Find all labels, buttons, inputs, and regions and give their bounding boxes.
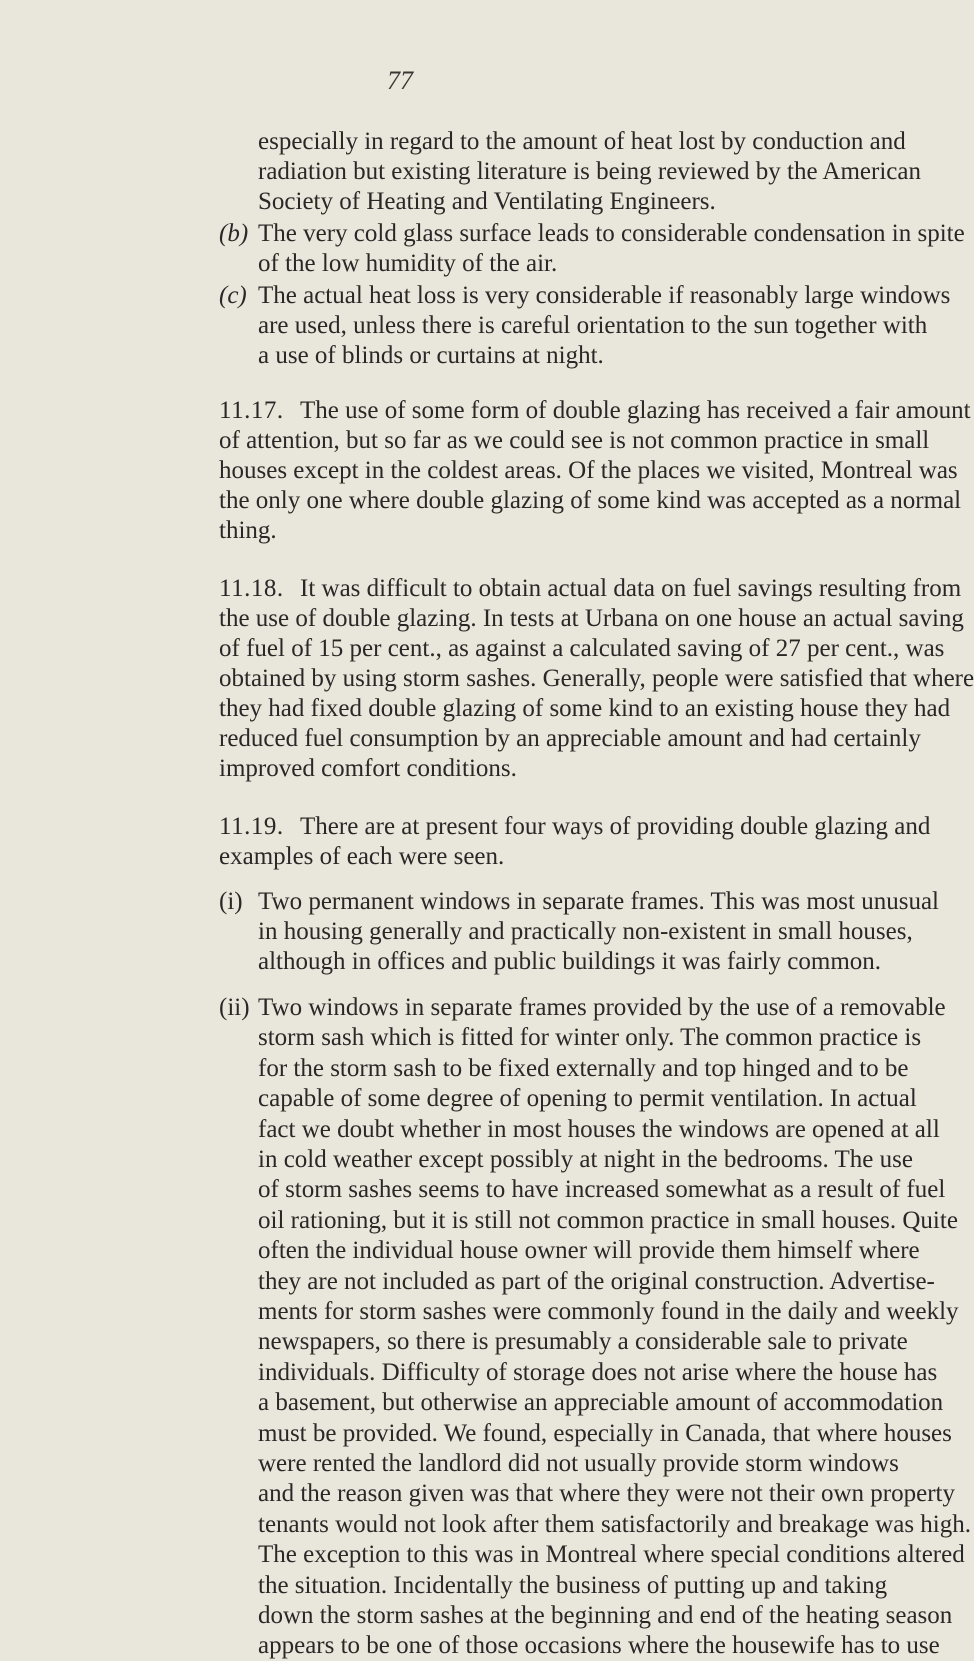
text-line: The use of some form of double glazing has received a fair amount [300, 397, 971, 424]
text-line: and the reason given was that where they were not their own property [258, 1480, 955, 1507]
text-line: Two permanent windows in separate frames. This was most unusual [258, 888, 939, 915]
text-line: of fuel of 15 per cent., as against a calculated saving of 27 per cent., was [219, 635, 945, 662]
text-line: reduced fuel consumption by an appreciable amount and had certainly [219, 725, 921, 752]
text-line: The actual heat loss is very considerable if reasonably large windows [258, 282, 951, 309]
text-line: the only one where double glazing of some kind was accepted as a normal [219, 487, 962, 514]
page-number: 77 [387, 66, 413, 95]
text-line: The exception to this was in Montreal where special conditions altered [258, 1541, 965, 1568]
list-marker: (ii) [219, 994, 250, 1021]
paragraph-number: 11.18. [219, 575, 284, 602]
text-line: houses except in the coldest areas. Of the places we visited, Montreal was [219, 457, 958, 484]
text-line: newspapers, so there is presumably a considerable sale to private [258, 1328, 908, 1355]
paragraph-number: 11.19. [219, 813, 284, 840]
text-line: they had fixed double glazing of some kind to an existing house they had [219, 695, 951, 722]
text-line: for the storm sash to be fixed externally and top hinged and to be [258, 1055, 909, 1082]
text-line: The very cold glass surface leads to considerable condensation in spite [258, 220, 965, 247]
text-line: in housing generally and practically non-existent in small houses, [258, 918, 913, 945]
text-line: especially in regard to the amount of heat lost by conduction and [258, 128, 906, 155]
text-line: obtained by using storm sashes. Generally, people were satisfied that where [219, 665, 974, 692]
text-line: were rented the landlord did not usually provide storm windows [258, 1450, 899, 1477]
text-line: although in offices and public buildings it was fairly common. [258, 948, 882, 975]
text-line: appears to be one of those occasions where the housewife has to use [258, 1632, 940, 1659]
text-line: of the low humidity of the air. [258, 250, 558, 277]
text-line: examples of each were seen. [219, 843, 505, 870]
text-line: Two windows in separate frames provided by the use of a removable [258, 994, 946, 1021]
text-line: ments for storm sashes were commonly found in the daily and weekly [258, 1298, 959, 1325]
text-line: It was difficult to obtain actual data on fuel savings resulting from [300, 575, 962, 602]
text-line: Society of Heating and Ventilating Engineers. [258, 188, 716, 215]
text-line: thing. [219, 517, 277, 544]
text-line: storm sash which is fitted for winter only. The common practice is [258, 1024, 922, 1051]
text-line: often the individual house owner will provide them himself where [258, 1237, 920, 1264]
text-line: improved comfort conditions. [219, 755, 517, 782]
text-line: down the storm sashes at the beginning and end of the heating season [258, 1602, 953, 1629]
text-line: of storm sashes seems to have increased somewhat as a result of fuel [258, 1176, 946, 1203]
list-marker: (i) [219, 888, 243, 915]
text-line: a basement, but otherwise an appreciable amount of accommodation [258, 1389, 944, 1416]
text-line: are used, unless there is careful orientation to the sun together with [258, 312, 928, 339]
text-line: fact we doubt whether in most houses the windows are opened at all [258, 1116, 940, 1143]
text-line: of attention, but so far as we could see is not common practice in small [219, 427, 930, 454]
list-marker: (b) [219, 220, 249, 247]
text-line: There are at present four ways of providing double glazing and [300, 813, 931, 840]
text-line: radiation but existing literature is being reviewed by the American [258, 158, 921, 185]
text-line: the use of double glazing. In tests at Urbana on one house an actual saving [219, 605, 964, 632]
text-line: capable of some degree of opening to permit ventilation. In actual [258, 1085, 917, 1112]
list-marker: (c) [219, 282, 247, 309]
text-line: individuals. Difficulty of storage does not arise where the house has [258, 1359, 938, 1386]
paragraph-number: 11.17. [219, 397, 284, 424]
text-line: tenants would not look after them satisfactorily and breakage was high. [258, 1511, 971, 1538]
text-line: must be provided. We found, especially in Canada, that where houses [258, 1420, 952, 1447]
text-line: in cold weather except possibly at night in the bedrooms. The use [258, 1146, 913, 1173]
text-line: oil rationing, but it is still not common practice in small houses. Quite [258, 1207, 958, 1234]
text-line: a use of blinds or curtains at night. [258, 342, 604, 369]
text-line: they are not included as part of the original construction. Advertise- [258, 1268, 935, 1295]
text-line: the situation. Incidentally the business of putting up and taking [258, 1572, 888, 1599]
